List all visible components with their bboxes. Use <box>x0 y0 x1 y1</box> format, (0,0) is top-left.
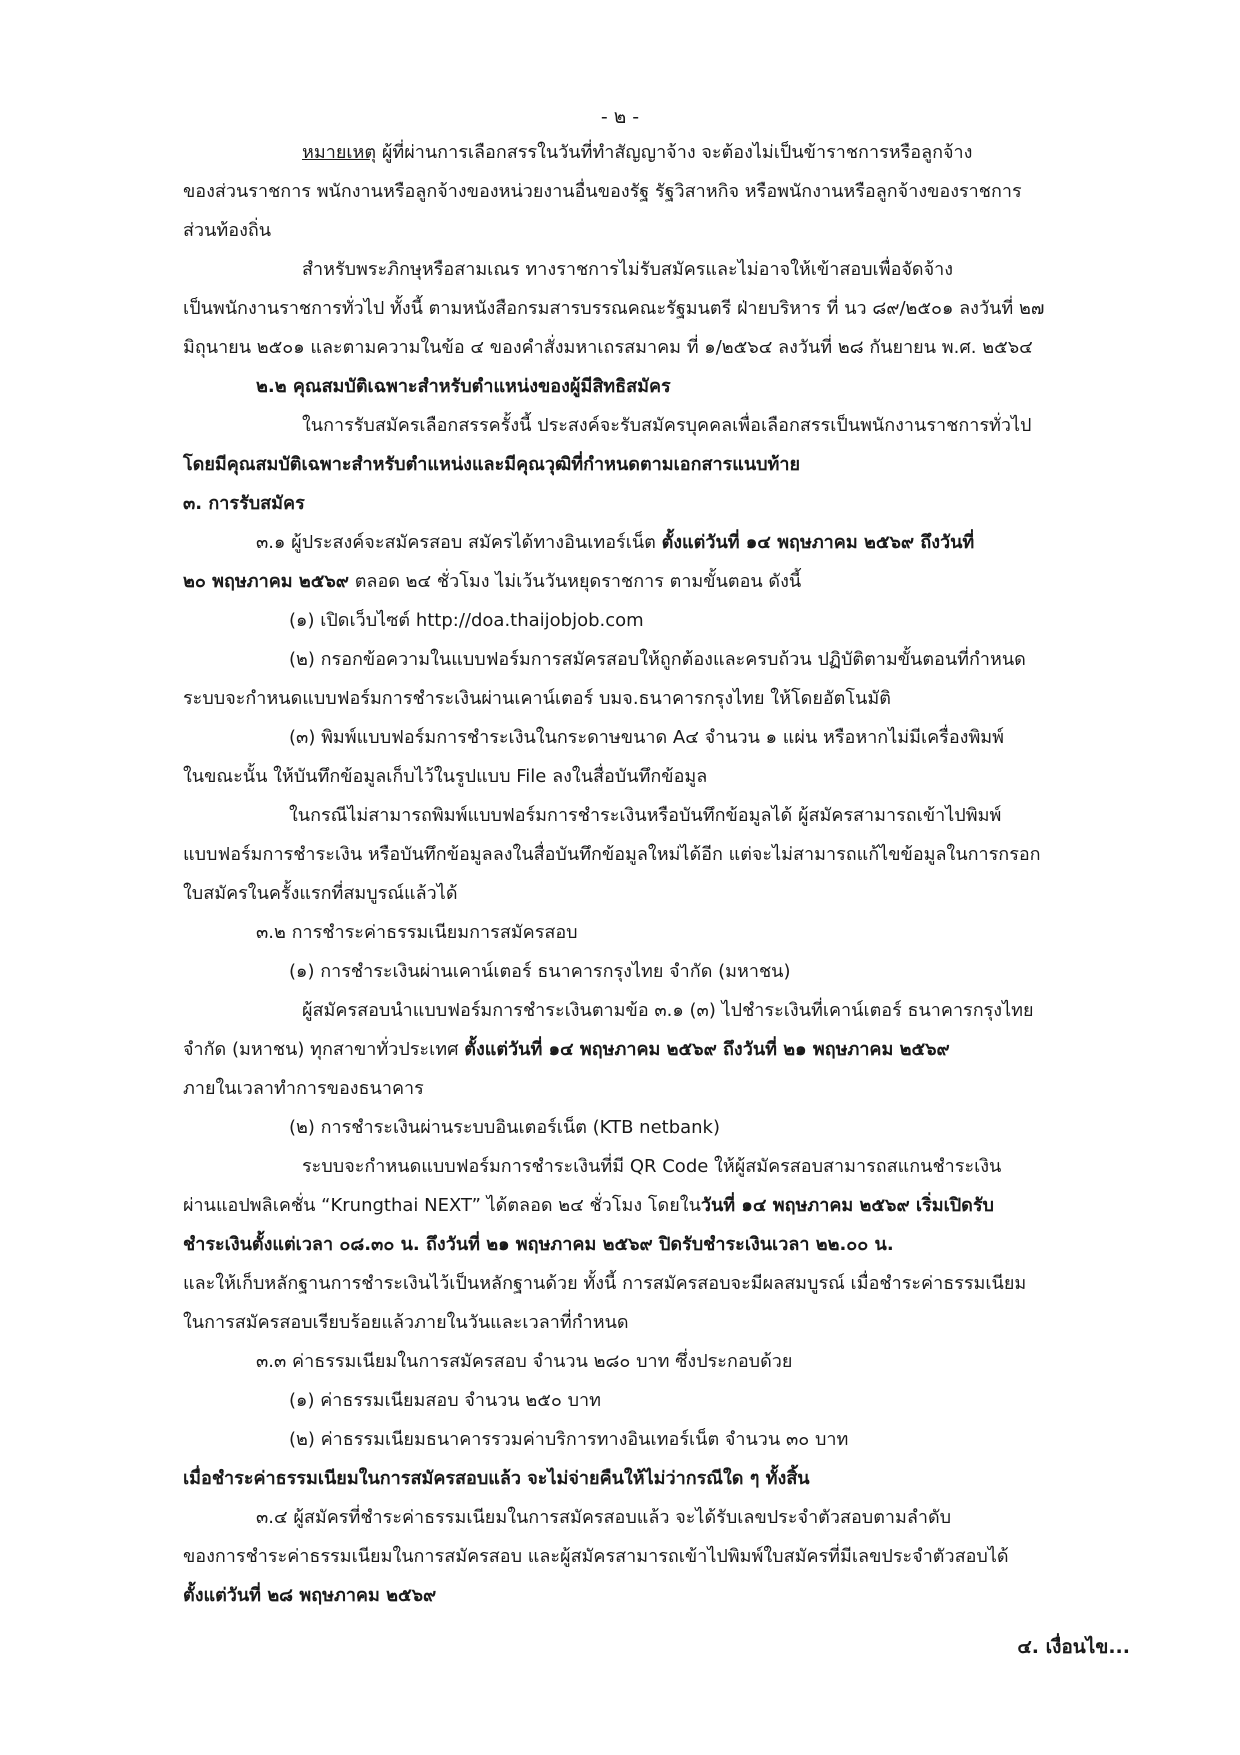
fee-1: (๑) ค่าธรรมเนียมสอบ จำนวน ๒๕๐ บาท <box>289 1390 602 1411</box>
payment-1-heading: (๑) การชำระเงินผ่านเคาน์เตอร์ ธนาคารกรุงไทย จำกัด (มหาชน) <box>289 961 791 982</box>
section-3-1-date-start: ตั้งแต่วันที่ ๑๔ พฤษภาคม ๒๕๖๙ ถึงวันที่ <box>661 532 975 553</box>
payment-1-dates: ตั้งแต่วันที่ ๑๔ พฤษภาคม ๒๕๖๙ ถึงวันที่ ๒๑ พฤษภาคม ๒๕๖๙ <box>464 1039 950 1060</box>
reprint-line-1: ในกรณีไม่สามารถพิมพ์แบบฟอร์มการชำระเงินหรือบันทึกข้อมูลได้ ผู้สมัครสามารถเข้าไปพิมพ์ <box>289 805 1002 826</box>
note-text: ผู้ที่ผ่านการเลือกสรรในวันที่ทำสัญญาจ้าง จะต้องไม่เป็นข้าราชการหรือลูกจ้าง <box>376 142 973 163</box>
section-3-3-heading: ๓.๓ ค่าธรรมเนียมในการสมัครสอบ จำนวน ๒๘๐ บาท ซึ่งประกอบด้วย <box>256 1351 793 1372</box>
note-line-2: ของส่วนราชการ พนักงานหรือลูกจ้างของหน่วยงานอื่นของรัฐ รัฐวิสาหกิจ หรือพนักงานหรือลูกจ้างของราชการ <box>183 181 1022 202</box>
fee-2: (๒) ค่าธรรมเนียมธนาคารรวมค่าบริการทางอินเทอร์เน็ต จำนวน ๓๐ บาท <box>289 1429 849 1450</box>
section-3-4-line-2: ของการชำระค่าธรรมเนียมในการสมัครสอบ และผู้สมัครสามารถเข้าไปพิมพ์ใบสมัครที่มีเลขประจำตัวสอบได้ <box>183 1546 1009 1567</box>
payment-2-line-3: ชำระเงินตั้งแต่เวลา ๐๘.๓๐ น. ถึงวันที่ ๒๑ พฤษภาคม ๒๕๖๙ ปิดรับชำระเงินเวลา ๒๒.๐๐ น. <box>183 1234 894 1255</box>
payment-2-line-5: ในการสมัครสอบเรียบร้อยแล้วภายในวันและเวลาที่กำหนด <box>183 1312 629 1333</box>
payment-2-text: ผ่านแอปพลิเคชั่น “Krungthai NEXT” ได้ตลอด ๒๔ ชั่วโมง โดยใน <box>183 1195 701 1216</box>
payment-2-line-4: และให้เก็บหลักฐานการชำระเงินไว้เป็นหลักฐานด้วย ทั้งนี้ การสมัครสอบจะมีผลสมบูรณ์ เมื่อชำระค่าธรรมเนียม <box>183 1273 1027 1294</box>
step-2-line-1: (๒) กรอกข้อความในแบบฟอร์มการสมัครสอบให้ถูกต้องและครบถ้วน ปฏิบัติตามขั้นตอนที่กำหนด <box>289 649 1026 670</box>
section-2-2-heading: ๒.๒ คุณสมบัติเฉพาะสำหรับตำแหน่งของผู้มีสิทธิสมัคร <box>256 376 671 397</box>
section-2-2-line-2: โดยมีคุณสมบัติเฉพาะสำหรับตำแหน่งและมีคุณวุฒิที่กำหนดตามเอกสารแนบท้าย <box>183 454 801 475</box>
section-3-1-date-end: ๒๐ พฤษภาคม ๒๕๖๙ <box>183 571 349 592</box>
payment-1-line-3: ภายในเวลาทำการของธนาคาร <box>183 1078 424 1099</box>
payment-1-line-2 <box>183 1037 950 1063</box>
payment-2-open-date: วันที่ ๑๔ พฤษภาคม ๒๕๖๙ เริ่มเปิดรับ <box>700 1195 994 1216</box>
page-number: - ๒ - <box>600 106 640 128</box>
section-3-heading: ๓. การรับสมัคร <box>183 493 305 514</box>
monks-line-3: มิถุนายน ๒๕๐๑ และตามความในข้อ ๔ ของคำสั่งมหาเถรสมาคม ที่ ๑/๒๕๖๔ ลงวันที่ ๒๘ กันยายน พ.ศ. ๒๕๖๔ <box>183 337 1033 358</box>
continuation-footer: ๔. เงื่อนไข... <box>1017 1636 1130 1658</box>
reprint-line-2: แบบฟอร์มการชำระเงิน หรือบันทึกข้อมูลลงในสื่อบันทึกข้อมูลใหม่ได้อีก แต่จะไม่สามารถแก้ไขข้อมูลในการกรอก <box>183 844 1041 865</box>
monks-line-1: สำหรับพระภิกษุหรือสามเณร ทางราชการไม่รับสมัครและไม่อาจให้เข้าสอบเพื่อจัดจ้าง <box>302 259 954 280</box>
step-3-line-2: ในขณะนั้น ให้บันทึกข้อมูลเก็บไว้ในรูปแบบ File ลงในสื่อบันทึกข้อมูล <box>183 766 708 787</box>
section-2-2-line-1: ในการรับสมัครเลือกสรรครั้งนี้ ประสงค์จะรับสมัครบุคคลเพื่อเลือกสรรเป็นพนักงานราชการทั่วไป <box>302 415 1032 436</box>
section-3-1-text-2: ตลอด ๒๔ ชั่วโมง ไม่เว้นวันหยุดราชการ ตามขั้นตอน ดังนี้ <box>349 571 802 592</box>
step-1: (๑) เปิดเว็บไซต์ http://doa.thaijobjob.com <box>289 610 644 631</box>
payment-2-line-1: ระบบจะกำหนดแบบฟอร์มการชำระเงินที่มี QR Code ให้ผู้สมัครสอบสามารถสแกนชำระเงิน <box>302 1156 1002 1177</box>
note-label: หมายเหตุ <box>302 142 377 163</box>
step-2-line-2: ระบบจะกำหนดแบบฟอร์มการชำระเงินผ่านเคาน์เตอร์ บมจ.ธนาคารกรุงไทย ให้โดยอัตโนมัติ <box>183 688 891 709</box>
section-3-2-heading: ๓.๒ การชำระค่าธรรมเนียมการสมัครสอบ <box>256 922 578 943</box>
section-3-1-line-2 <box>183 569 801 595</box>
payment-2-line-2 <box>183 1193 994 1219</box>
reprint-line-3: ใบสมัครในครั้งแรกที่สมบูรณ์แล้วได้ <box>183 883 458 904</box>
section-3-4-line-1: ๓.๔ ผู้สมัครที่ชำระค่าธรรมเนียมในการสมัครสอบแล้ว จะได้รับเลขประจำตัวสอบตามลำดับ <box>256 1507 952 1528</box>
section-3-1-text: ๓.๑ ผู้ประสงค์จะสมัครสอบ สมัครได้ทางอินเทอร์เน็ต <box>256 532 662 553</box>
note-line-1 <box>302 140 972 166</box>
no-refund-notice: เมื่อชำระค่าธรรมเนียมในการสมัครสอบแล้ว จะไม่จ่ายคืนให้ไม่ว่ากรณีใด ๆ ทั้งสิ้น <box>183 1468 810 1489</box>
section-3-1-line-1 <box>256 530 974 556</box>
payment-1-line-1: ผู้สมัครสอบนำแบบฟอร์มการชำระเงินตามข้อ ๓.๑ (๓) ไปชำระเงินที่เคาน์เตอร์ ธนาคารกรุงไทย <box>302 1000 1034 1021</box>
section-3-4-line-3: ตั้งแต่วันที่ ๒๘ พฤษภาคม ๒๕๖๙ <box>183 1585 437 1606</box>
monks-line-2: เป็นพนักงานราชการทั่วไป ทั้งนี้ ตามหนังสือกรมสารบรรณคณะรัฐมนตรี ฝ่ายบริหาร ที่ นว ๘๙/๒๕๐๑ ลงวันที่ ๒๗ <box>183 298 1045 319</box>
payment-1-text: จำกัด (มหาชน) ทุกสาขาทั่วประเทศ <box>183 1039 465 1060</box>
note-line-3: ส่วนท้องถิ่น <box>183 220 272 241</box>
step-3-line-1: (๓) พิมพ์แบบฟอร์มการชำระเงินในกระดาษขนาด A๔ จำนวน ๑ แผ่น หรือหากไม่มีเครื่องพิมพ์ <box>289 727 1005 748</box>
payment-2-heading: (๒) การชำระเงินผ่านระบบอินเตอร์เน็ต (KTB netbank) <box>289 1117 721 1138</box>
